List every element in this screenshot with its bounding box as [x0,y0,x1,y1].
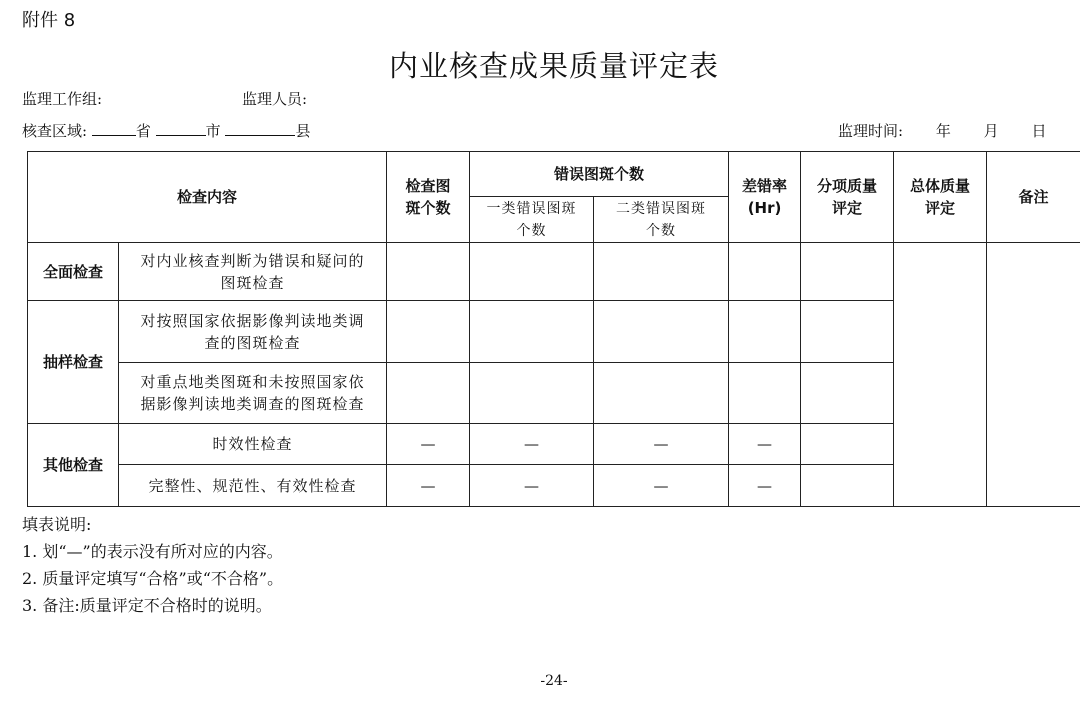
header-error-rate [729,152,801,243]
month-label: 月 [983,122,999,140]
row-description-line: 对重点地类图斑和未按照国家依 [140,373,365,391]
attachment-label: 附件 8 [22,10,76,31]
cell-not-applicable: — [594,424,729,465]
header-check-content: 检查内容 [28,152,387,243]
cell-error-rate[interactable] [729,363,801,424]
city-blank [156,121,206,136]
header-item-quality-line2: 评定 [832,199,863,217]
supervision-info-line [22,88,308,109]
header-type1-errors-line2: 个数 [516,222,547,239]
note-item: 2. 质量评定填写“合格”或“不合格”。 [22,569,284,588]
header-type1-errors-line1: 一类错误图斑 [486,200,577,217]
table-row [28,243,1080,301]
header-remark: 备注 [987,152,1080,243]
header-type1-errors [470,197,594,243]
header-error-rate-line2: (Hr) [747,199,782,217]
page-title: 内业核查成果质量评定表 [388,49,719,83]
header-overall-quality-line1: 总体质量 [910,177,971,195]
header-item-quality [801,152,894,243]
province-label: 省 [135,122,151,140]
row-description [119,243,387,301]
row-description-line: 图斑检查 [220,273,285,292]
row-description-line: 据影像判读地类调查的图斑检查 [140,395,365,413]
note-item: 1. 划“—”的表示没有所对应的内容。 [22,542,283,561]
city-label: 市 [205,122,221,140]
cell-item-quality[interactable] [801,243,894,301]
province-blank [92,121,136,136]
row-description [119,363,387,424]
notes-heading: 填表说明: [22,515,92,534]
cell-type1-errors[interactable] [470,243,594,301]
header-type2-errors [594,197,729,243]
cell-remark[interactable] [987,243,1080,507]
cell-type2-errors[interactable] [594,301,729,363]
row-description-line: 查的图斑检查 [204,333,301,352]
check-area-line [22,120,310,141]
header-type2-errors-line2: 个数 [646,222,677,239]
header-overall-quality [894,152,987,243]
cell-type2-errors[interactable] [594,363,729,424]
row-description [119,301,387,363]
header-patch-count-line2: 斑个数 [405,199,451,217]
cell-type1-errors[interactable] [470,363,594,424]
cell-not-applicable: — [470,424,594,465]
time-label: 监理时间: [838,122,904,140]
supervision-group-label: 监理工作组: [22,90,103,108]
cell-error-rate[interactable] [729,243,801,301]
year-label: 年 [935,122,951,140]
header-patch-count [387,152,470,243]
header-error-patches: 错误图斑个数 [470,152,729,197]
cell-item-quality[interactable] [801,424,894,465]
cell-not-applicable: — [470,465,594,507]
cell-patch-count[interactable] [387,363,470,424]
cell-item-quality[interactable] [801,301,894,363]
row-description-line: 对按照国家依据影像判读地类调 [140,311,365,330]
cell-patch-count[interactable] [387,243,470,301]
cell-not-applicable: — [729,465,801,507]
group-full-check: 全面检查 [28,243,119,301]
group-sample-check: 抽样检查 [28,301,119,424]
row-description: 时效性检查 [119,424,387,465]
day-label: 日 [1031,122,1047,140]
cell-item-quality[interactable] [801,465,894,507]
cell-patch-count[interactable] [387,301,470,363]
quality-assessment-table [27,151,1080,507]
note-item: 3. 备注:质量评定不合格时的说明。 [22,596,272,615]
cell-overall-quality[interactable] [894,243,987,507]
cell-not-applicable: — [594,465,729,507]
supervision-person-label: 监理人员: [242,90,308,108]
cell-not-applicable: — [729,424,801,465]
page-number: -24- [540,673,568,689]
header-type2-errors-line1: 二类错误图斑 [616,200,707,217]
row-description: 完整性、规范性、有效性检查 [119,465,387,507]
cell-type1-errors[interactable] [470,301,594,363]
group-other-check: 其他检查 [28,424,119,507]
row-description-line: 对内业核查判断为错误和疑问的 [140,251,365,270]
cell-not-applicable: — [387,424,470,465]
check-area-label: 核查区域: [22,122,88,140]
header-error-rate-line1: 差错率 [742,177,788,195]
county-label: 县 [295,122,311,140]
header-patch-count-line1: 检查图 [405,177,451,195]
cell-item-quality[interactable] [801,363,894,424]
cell-error-rate[interactable] [729,301,801,363]
cell-not-applicable: — [387,465,470,507]
cell-type2-errors[interactable] [594,243,729,301]
county-blank [225,121,295,136]
supervision-time [838,120,1074,141]
fill-instructions [22,511,283,619]
header-item-quality-line1: 分项质量 [817,177,878,195]
header-overall-quality-line2: 评定 [925,199,956,217]
